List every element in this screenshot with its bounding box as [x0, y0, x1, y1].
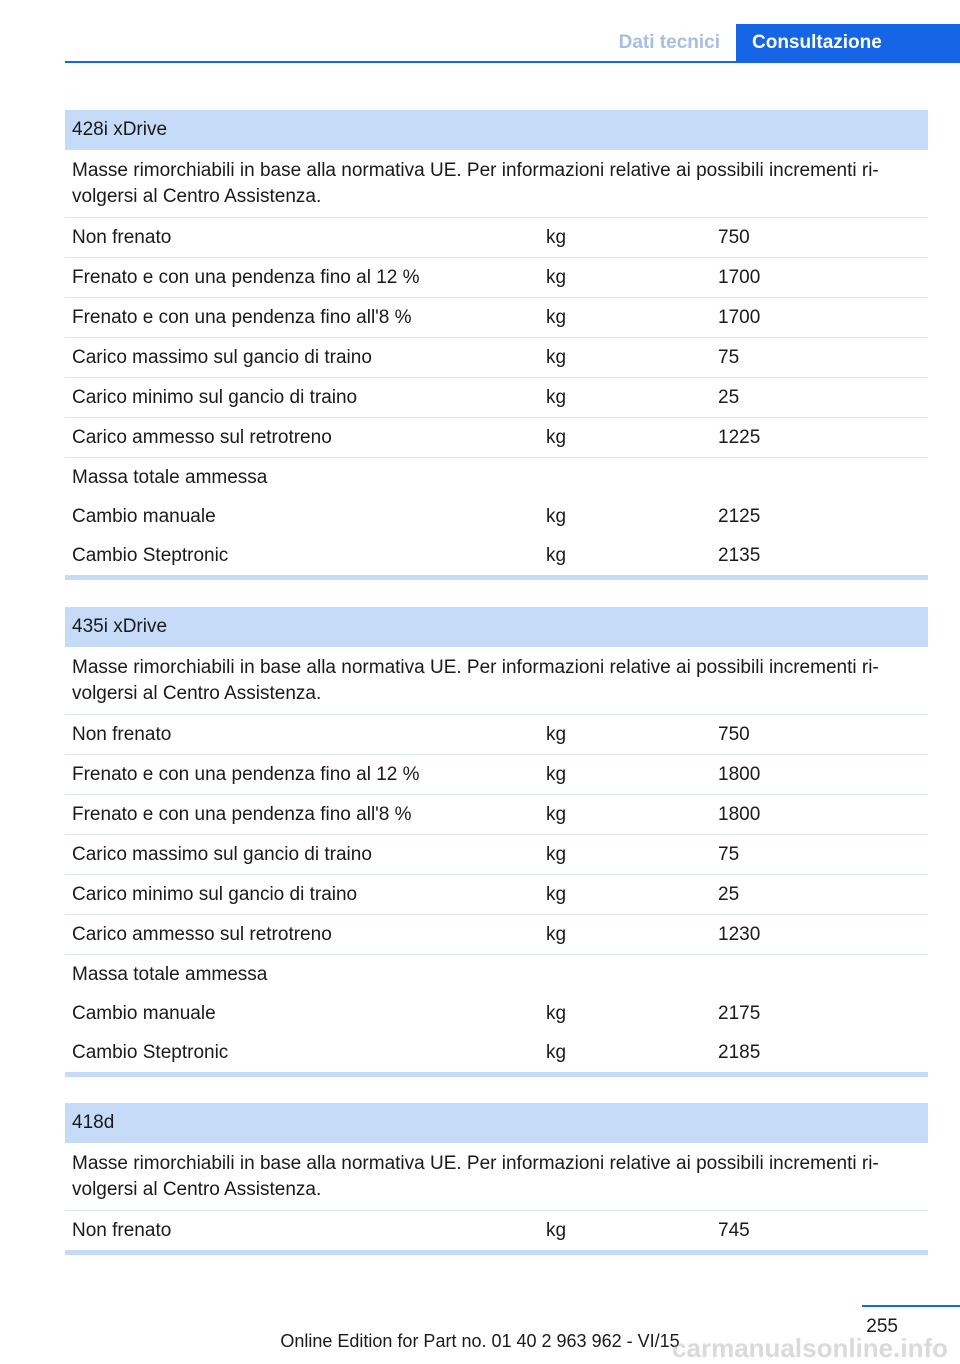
table-row — [65, 218, 928, 258]
row-unit: kg — [546, 267, 567, 288]
header-tabs — [603, 24, 960, 62]
row-unit — [539, 458, 711, 497]
row-unit: kg — [546, 545, 567, 566]
table-row — [65, 795, 928, 835]
row-unit: kg — [546, 387, 567, 408]
table-end-bar — [65, 1250, 928, 1255]
row-label: Massa totale ammessa — [72, 964, 268, 985]
row-unit: kg — [546, 724, 567, 745]
table-row — [65, 715, 928, 755]
table-418d — [65, 1103, 928, 1255]
row-value: 750 — [718, 227, 750, 248]
row-value: 1230 — [718, 924, 761, 945]
table-row — [65, 994, 928, 1033]
row-unit: kg — [546, 884, 567, 905]
table-end-bar — [65, 575, 928, 580]
row-value: 25 — [718, 884, 740, 905]
row-label: Cambio Steptronic — [72, 545, 229, 566]
row-unit — [539, 955, 711, 994]
table-note: Masse rimorchiabili in base alla normativa UE. Per informazioni relative ai possibili incrementi ri-volgersi al Centro Assistenza. — [65, 647, 928, 715]
row-unit: kg — [546, 506, 567, 527]
table-row — [65, 338, 928, 378]
table-title: 428i xDrive — [65, 110, 928, 150]
row-label: Non frenato — [72, 1220, 172, 1241]
tab-dati-tecnici[interactable]: Dati tecnici — [618, 32, 720, 53]
footer-edition: Online Edition for Part no. 01 40 2 963 962 - VI/15 — [280, 1331, 680, 1351]
table-row — [65, 1211, 928, 1250]
table-428i-xdrive — [65, 110, 928, 580]
page-number-rule — [862, 1305, 960, 1307]
row-value — [711, 458, 718, 497]
row-unit: kg — [546, 307, 567, 328]
watermark: carmanualsonline.info — [672, 1333, 948, 1363]
row-value: 745 — [718, 1220, 750, 1241]
table-row — [65, 755, 928, 795]
row-unit: kg — [546, 924, 567, 945]
table-end-bar — [65, 1072, 928, 1077]
row-label: Cambio manuale — [72, 506, 216, 527]
row-label: Carico minimo sul gancio di traino — [72, 387, 358, 408]
row-label: Carico ammesso sul retrotreno — [72, 924, 332, 945]
row-unit: kg — [546, 227, 567, 248]
table-row — [65, 536, 928, 575]
row-unit: kg — [546, 347, 567, 368]
table-note: Masse rimorchiabili in base alla normativa UE. Per informazioni relative ai possibili incrementi ri-volgersi al Centro Assistenza. — [65, 150, 928, 218]
row-unit: kg — [546, 844, 567, 865]
table-row — [65, 497, 928, 536]
row-label: Cambio manuale — [72, 1003, 216, 1024]
row-label: Frenato e con una pendenza fino all'8 % — [72, 307, 412, 328]
row-value: 75 — [718, 844, 740, 865]
row-value: 1225 — [718, 427, 761, 448]
row-label: Carico massimo sul gancio di traino — [72, 844, 372, 865]
row-unit: kg — [546, 1220, 567, 1241]
table-row — [65, 458, 928, 497]
row-value: 1800 — [718, 804, 761, 825]
table-title: 418d — [65, 1103, 928, 1143]
table-435i-xdrive — [65, 607, 928, 1077]
row-unit: kg — [546, 427, 567, 448]
table-row — [65, 418, 928, 458]
table-row — [65, 378, 928, 418]
row-label: Frenato e con una pendenza fino al 12 % — [72, 764, 420, 785]
table-row — [65, 258, 928, 298]
table-row — [65, 1033, 928, 1072]
row-unit: kg — [546, 1003, 567, 1024]
row-label: Non frenato — [72, 724, 172, 745]
row-label: Frenato e con una pendenza fino al 12 % — [72, 267, 420, 288]
row-label: Cambio Steptronic — [72, 1042, 229, 1063]
row-unit: kg — [546, 764, 567, 785]
table-row — [65, 875, 928, 915]
row-value: 750 — [718, 724, 750, 745]
row-unit: kg — [546, 804, 567, 825]
table-note: Masse rimorchiabili in base alla normativa UE. Per informazioni relative ai possibili incrementi ri-volgersi al Centro Assistenza. — [65, 1143, 928, 1211]
tab-consultazione[interactable]: Consultazione — [736, 24, 960, 62]
table-row — [65, 915, 928, 955]
row-value: 2175 — [718, 1003, 761, 1024]
row-value: 1700 — [718, 307, 761, 328]
row-label: Frenato e con una pendenza fino all'8 % — [72, 804, 412, 825]
row-label: Carico ammesso sul retrotreno — [72, 427, 332, 448]
row-value — [711, 955, 718, 994]
row-unit: kg — [546, 1042, 567, 1063]
table-title: 435i xDrive — [65, 607, 928, 647]
row-value: 25 — [718, 387, 740, 408]
row-label: Carico minimo sul gancio di traino — [72, 884, 358, 905]
table-row — [65, 955, 928, 994]
row-value: 2185 — [718, 1042, 761, 1063]
table-row — [65, 835, 928, 875]
page-number: 255 — [866, 1316, 898, 1337]
row-value: 2125 — [718, 506, 761, 527]
row-value: 1800 — [718, 764, 761, 785]
row-label: Carico massimo sul gancio di traino — [72, 347, 372, 368]
row-value: 75 — [718, 347, 740, 368]
row-value: 2135 — [718, 545, 761, 566]
row-value: 1700 — [718, 267, 761, 288]
row-label: Non frenato — [72, 227, 172, 248]
header-rule — [65, 61, 960, 63]
row-label: Massa totale ammessa — [72, 467, 268, 488]
table-row — [65, 298, 928, 338]
